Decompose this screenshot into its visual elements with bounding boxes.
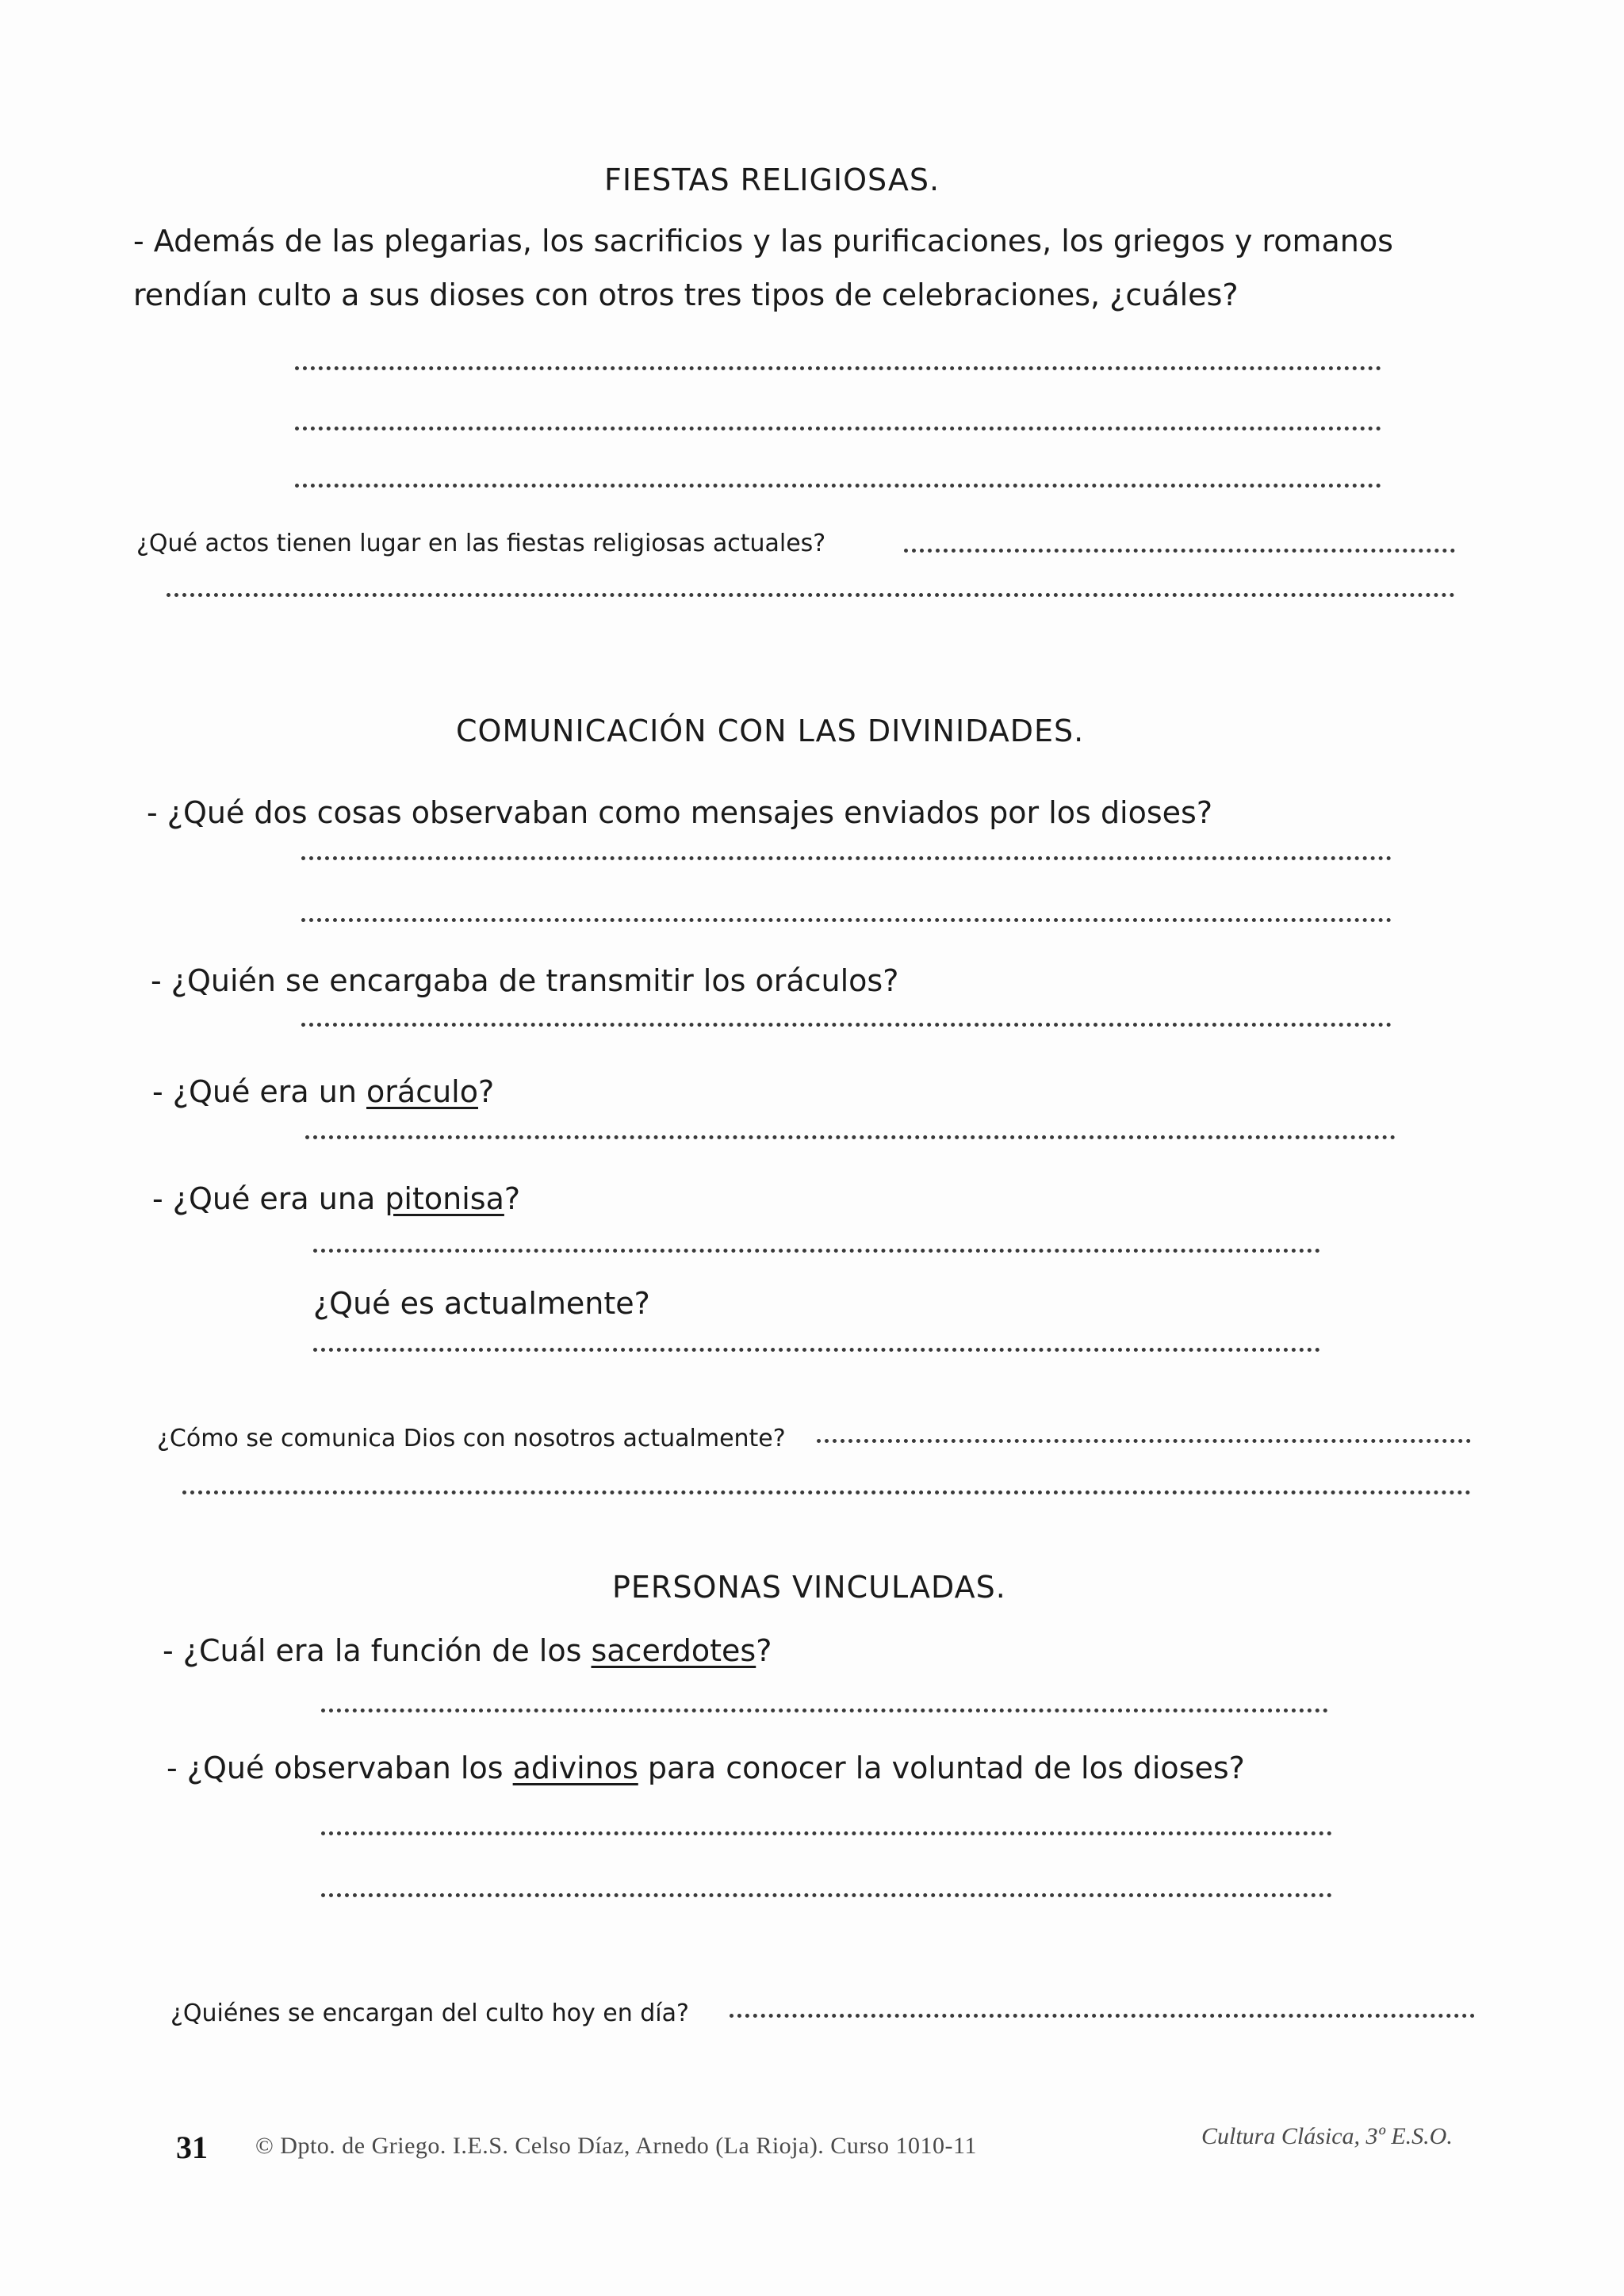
answer-line[interactable] xyxy=(321,1893,1332,1897)
question-comunicacion-3-suffix: ? xyxy=(477,1074,495,1109)
page-number: 31 xyxy=(176,2130,208,2165)
term-oraculo: oráculo xyxy=(366,1074,478,1109)
answer-line[interactable] xyxy=(301,1023,1392,1027)
term-adivinos: adivinos xyxy=(512,1751,638,1785)
answer-line[interactable] xyxy=(295,427,1381,430)
question-personas-1 xyxy=(163,1633,772,1668)
answer-line[interactable] xyxy=(313,1348,1320,1352)
question-personas-3: ¿Quiénes se encargan del culto hoy en día? xyxy=(170,1999,689,2027)
answer-line[interactable] xyxy=(295,366,1381,370)
question-personas-2 xyxy=(167,1751,1245,1785)
question-comunicacion-4 xyxy=(152,1181,520,1216)
answer-line[interactable] xyxy=(817,1439,1471,1443)
section-title-personas: PERSONAS VINCULADAS. xyxy=(612,1570,1006,1605)
question-personas-2-prefix: - ¿Qué observaban los xyxy=(167,1751,513,1785)
question-comunicacion-5: ¿Qué es actualmente? xyxy=(313,1286,650,1321)
answer-line[interactable] xyxy=(730,2014,1475,2018)
question-personas-1-suffix: ? xyxy=(756,1633,772,1668)
section-title-comunicacion: COMUNICACIÓN CON LAS DIVINIDADES. xyxy=(456,714,1085,748)
answer-line[interactable] xyxy=(301,918,1392,922)
question-fiestas-1-line1: - Además de las plegarias, los sacrificios y las purificaciones, los griegos y romanos xyxy=(133,224,1393,258)
answer-line[interactable] xyxy=(301,856,1392,860)
answer-line[interactable] xyxy=(295,484,1381,488)
question-comunicacion-4-prefix: - ¿Qué era una xyxy=(152,1181,385,1216)
question-fiestas-2: ¿Qué actos tienen lugar en las fiestas religiosas actuales? xyxy=(136,530,826,557)
footer-course: Cultura Clásica, 3º E.S.O. xyxy=(1201,2123,1453,2149)
answer-line[interactable] xyxy=(167,593,1455,597)
question-comunicacion-2: - ¿Quién se encargaba de transmitir los oráculos? xyxy=(151,963,899,998)
question-comunicacion-6: ¿Cómo se comunica Dios con nosotros actualmente? xyxy=(157,1425,786,1452)
question-personas-1-prefix: - ¿Cuál era la función de los xyxy=(163,1633,592,1668)
answer-line[interactable] xyxy=(313,1249,1320,1253)
question-comunicacion-3-prefix: - ¿Qué era un xyxy=(152,1074,367,1109)
question-fiestas-1-line2: rendían culto a sus dioses con otros tres tipos de celebraciones, ¿cuáles? xyxy=(133,277,1239,312)
answer-line[interactable] xyxy=(321,1831,1332,1835)
question-comunicacion-3 xyxy=(152,1074,494,1109)
footer-copyright: © Dpto. de Griego. I.E.S. Celso Díaz, Arnedo (La Rioja). Curso 1010-11 xyxy=(255,2133,977,2159)
question-personas-2-suffix: para conocer la voluntad de los dioses? xyxy=(638,1751,1245,1785)
question-comunicacion-1: - ¿Qué dos cosas observaban como mensajes enviados por los dioses? xyxy=(147,795,1213,830)
answer-line[interactable] xyxy=(904,549,1455,553)
answer-line[interactable] xyxy=(182,1490,1471,1494)
term-pitonisa: pitonisa xyxy=(385,1181,504,1216)
answer-line[interactable] xyxy=(321,1709,1328,1712)
answer-line[interactable] xyxy=(305,1135,1396,1139)
question-comunicacion-4-suffix: ? xyxy=(504,1181,521,1216)
section-title-fiestas: FIESTAS RELIGIOSAS. xyxy=(604,163,940,197)
term-sacerdotes: sacerdotes xyxy=(591,1633,756,1668)
